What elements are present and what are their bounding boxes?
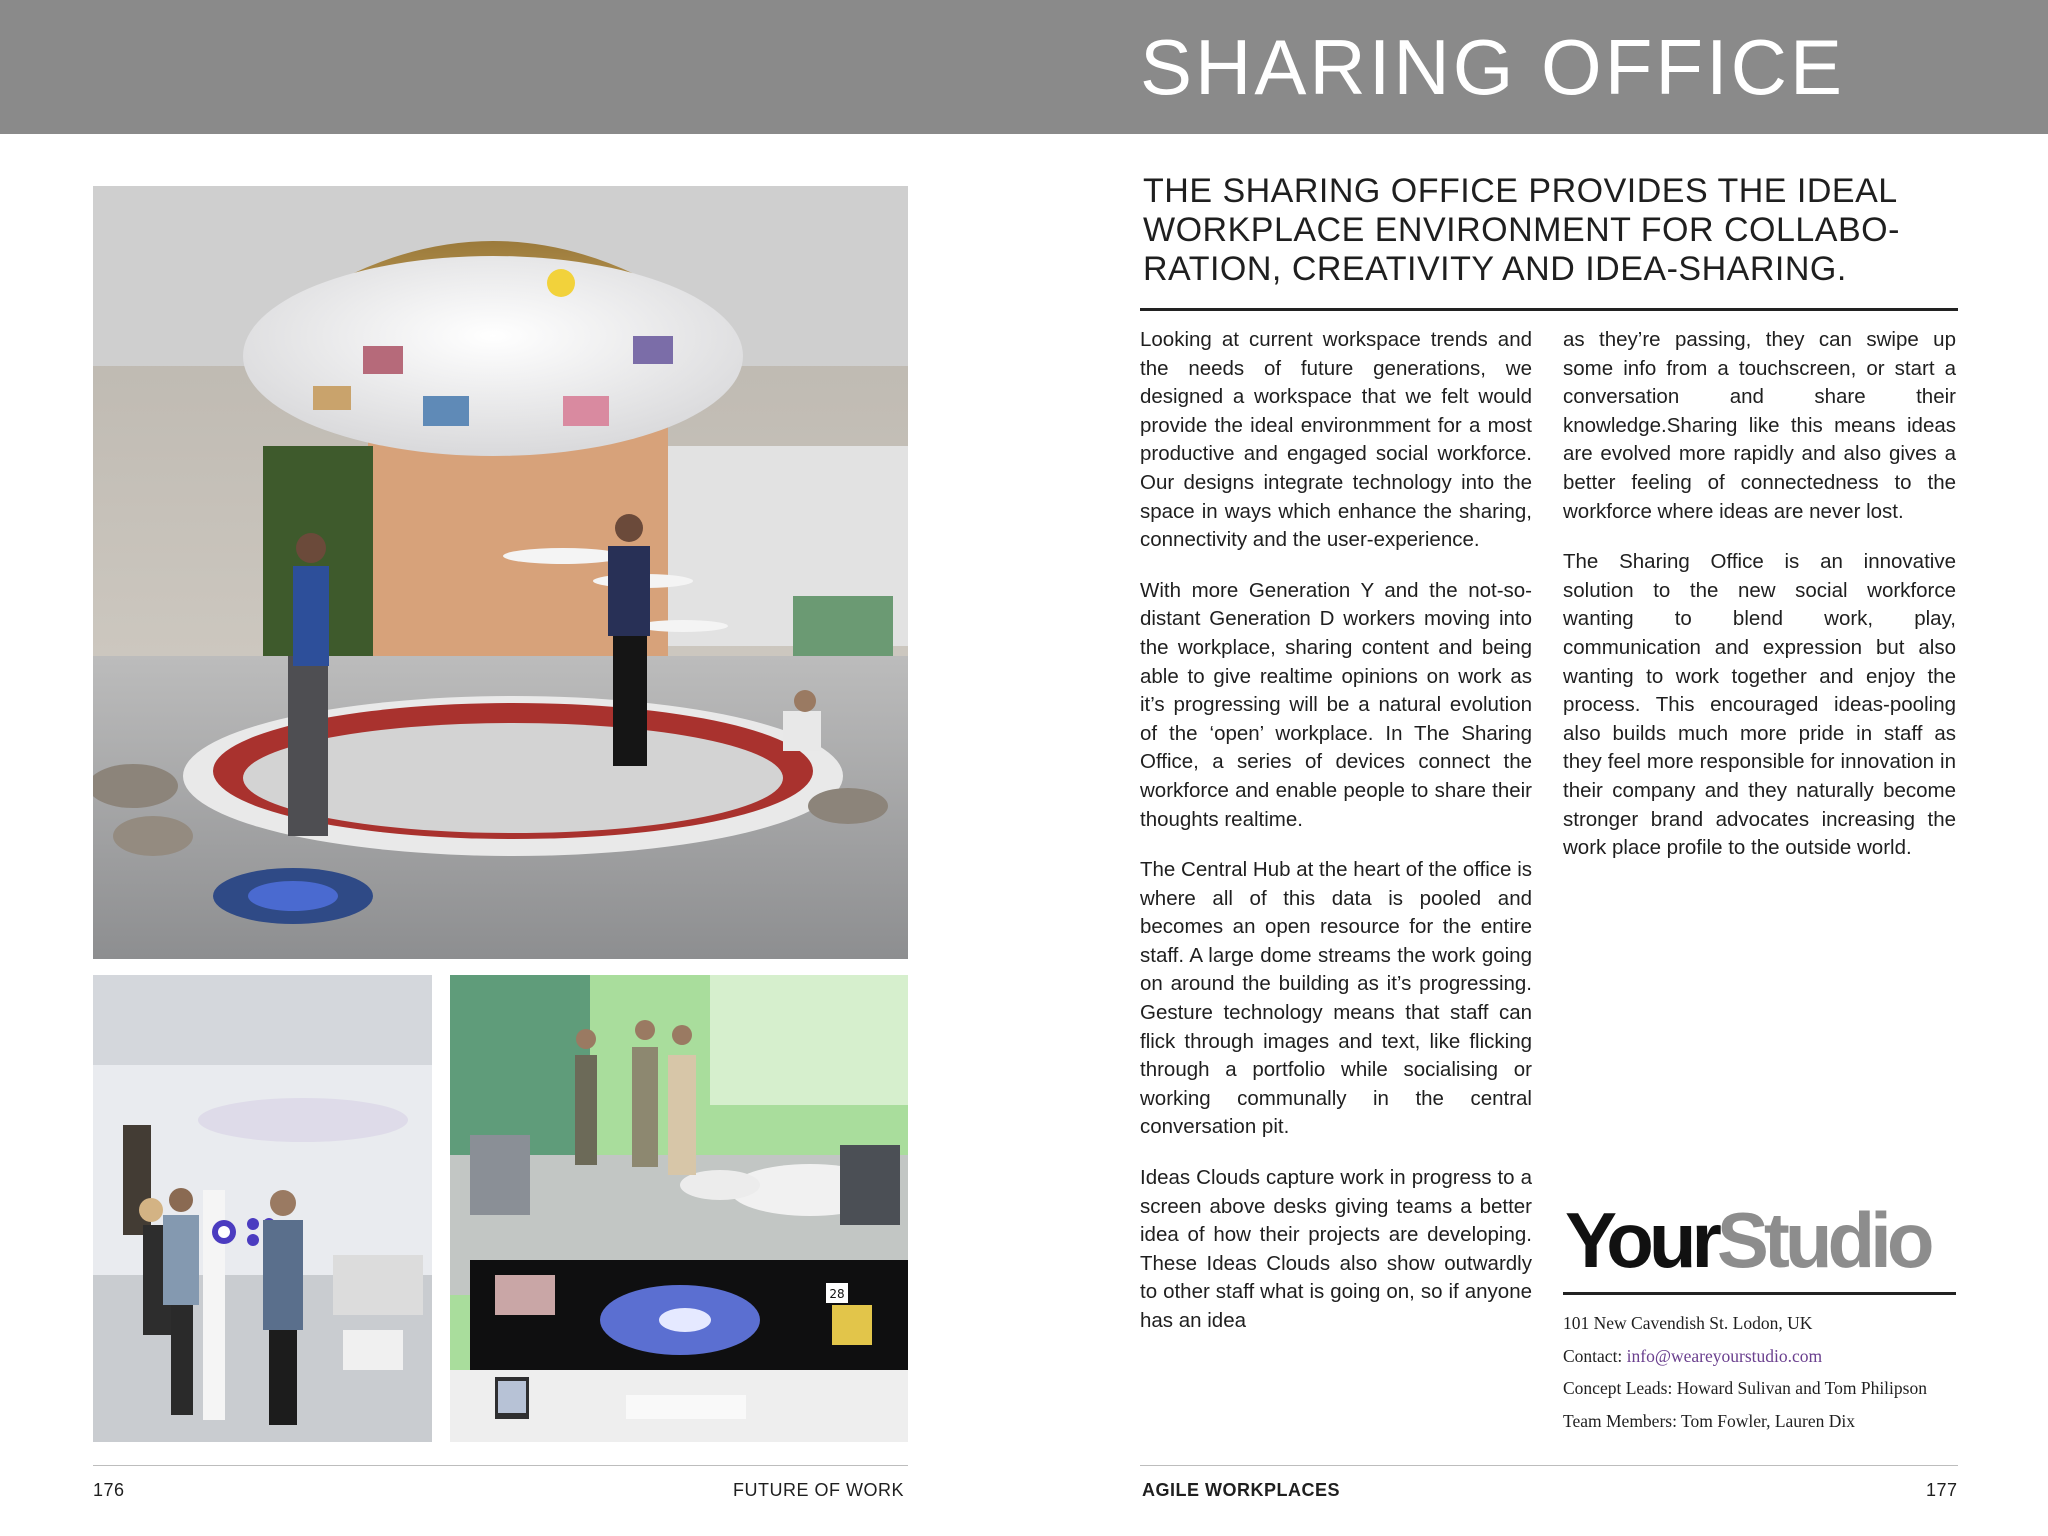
concept-leads: Concept Leads: Howard Sulivan and Tom Philipson	[1563, 1378, 1927, 1398]
studio-logo-part2: Studio	[1716, 1196, 1930, 1284]
ideas-cloud-illustration	[450, 975, 908, 1442]
team-members: Team Members: Tom Fowler, Lauren Dix	[1563, 1410, 1856, 1431]
photo-ideas-cloud	[450, 975, 908, 1442]
left-page-number: 176	[93, 1480, 125, 1500]
footer-divider-left	[93, 1465, 908, 1466]
central-hub-illustration	[93, 186, 908, 959]
header-banner	[0, 0, 2048, 134]
credits-divider	[1563, 1292, 1956, 1295]
body-paragraph: The Central Hub at the heart of the office is where all of this data is pooled and becomes an open resource for the entire staff. A large dome streams the work going on around the building as it’s progressing. Gesture technology means that staff can flick through images and text, like flicking through a portfolio while socialising or working communally in the central conversation pit.	[1140, 858, 1532, 1139]
body-paragraph: as they’re passing, they can swipe up some info from a touchscreen, or start a conversation and share their knowledge.Sharing like this means ideas are evolved more rapidly and also gives a better feeling of connectedness to the workforce where ideas are never lost.	[1563, 328, 1956, 523]
calendar-date-badge: 28	[829, 1287, 845, 1301]
studio-address: 101 New Cavendish St. Lodon, UK	[1563, 1313, 1813, 1333]
right-page-number: 177	[1926, 1480, 1958, 1500]
article-headline: THE SHARING OFFICE PROVIDES THE IDEAL WORKPLACE ENVIRONMENT FOR COLLABO-RATION, CREATIVITY AND IDEA-SHARING.	[1143, 172, 1900, 288]
body-column-left	[1140, 326, 1532, 1358]
body-paragraph: With more Generation Y and the not-so-distant Generation D workers moving into the workplace, sharing content and being able to give realtime opinions on work as it’s progressing will be a natural evolution of the ‘open’ workplace. In The Sharing Office, a series of devices connect the workforce and enable people to share their thoughts realtime.	[1140, 578, 1532, 831]
right-section-title: AGILE WORKPLACES	[1142, 1480, 1341, 1500]
studio-logo-part1: Your	[1565, 1196, 1717, 1284]
studio-logo	[1565, 1195, 1930, 1285]
body-column-right	[1563, 326, 1956, 885]
body-paragraph: Ideas Clouds capture work in progress to a screen above desks giving teams a better idea of how their projects are developing. These Ideas Clouds also show outwardly to other staff what is going on, so if anyone has an idea	[1140, 1166, 1532, 1332]
contact-email-link[interactable]: info@weareyourstudio.com	[1626, 1345, 1823, 1366]
footer-divider-right	[1140, 1465, 1958, 1466]
left-section-title: FUTURE OF WORK	[733, 1480, 904, 1500]
contact-label: Contact:	[1563, 1345, 1627, 1366]
body-paragraph: The Sharing Office is an innovative solution to the new social workforce wanting to blend work, play, communication and expression but also wanting to work together and enjoy the process. This encouraged ideas-pooling also builds much more pride in staff as they feel more responsible for innovation in their company and they naturally become stronger brand advocates increasing the work place profile to the outside world.	[1563, 550, 1956, 860]
studio-credits	[1563, 1307, 2033, 1437]
page-title: SHARING OFFICE	[1140, 23, 1846, 111]
body-paragraph: Looking at current workspace trends and the needs of future generations, we designed a workspace that we felt would provide the ideal environmment for a most productive and engaged social workforce. Our designs integrate technology into the space in ways which enhance the sharing, connectivity and the user-experience.	[1140, 328, 1532, 552]
studio-contact	[1563, 1340, 2033, 1373]
gesture-wall-illustration	[93, 975, 432, 1442]
photo-central-hub	[93, 186, 908, 959]
photo-gesture-wall	[93, 975, 432, 1442]
headline-divider	[1140, 308, 1958, 311]
